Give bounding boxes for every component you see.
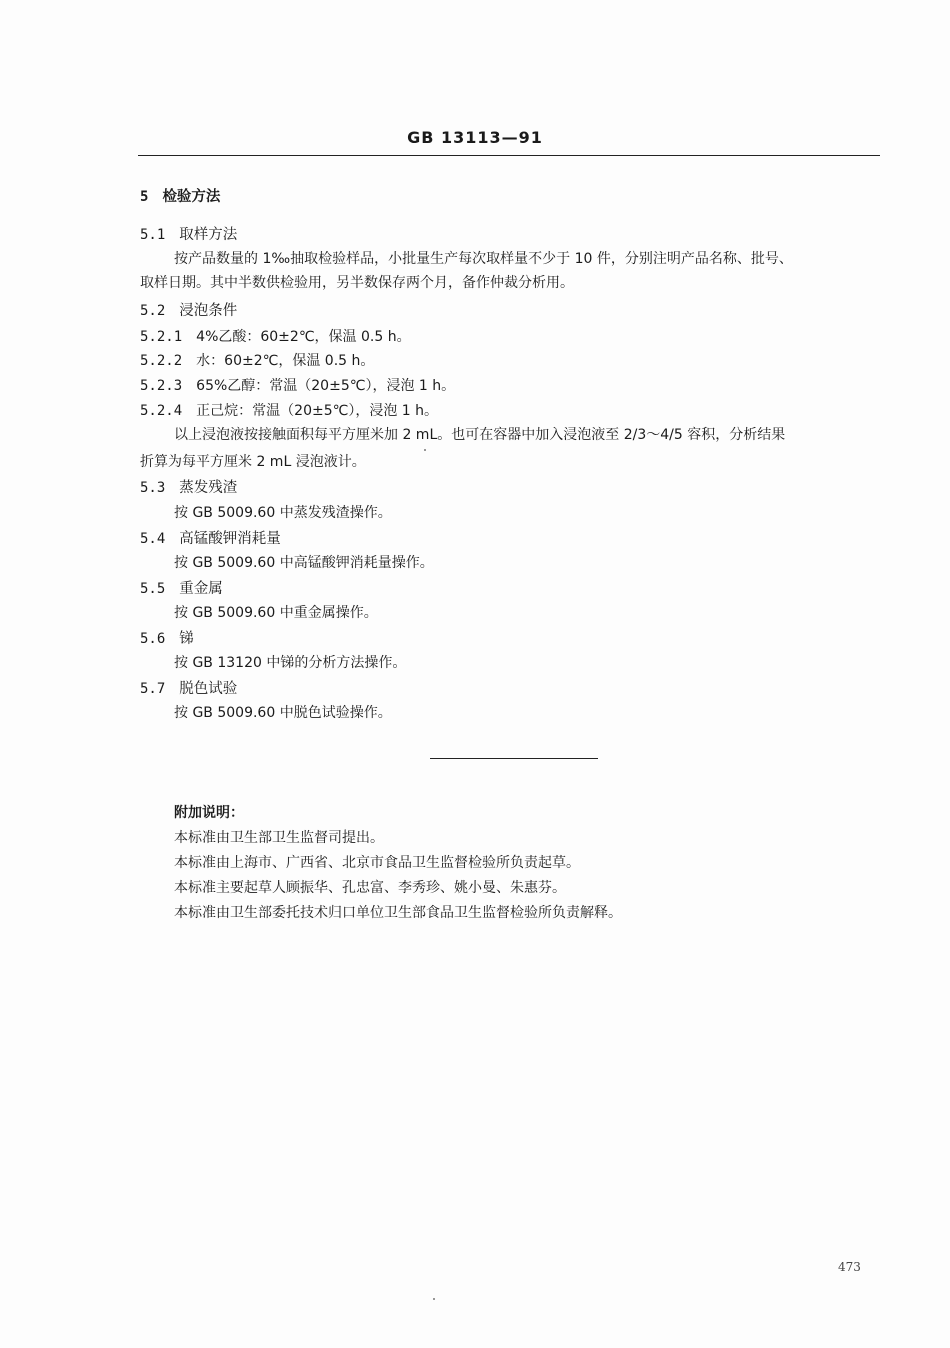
section-5-1-text-line1: 按产品数量的 1‰抽取检验样品，小批量生产每次取样量不少于 10 件，分别注明产品名称、批号、 bbox=[174, 251, 793, 267]
section-title: 脱色试验 bbox=[179, 681, 238, 697]
section-5-heading bbox=[140, 187, 220, 207]
section-title: 高锰酸钾消耗量 bbox=[179, 531, 281, 547]
section-5-6-heading bbox=[140, 629, 194, 649]
section-5-2-2 bbox=[140, 351, 374, 371]
end-of-text-rule bbox=[430, 758, 598, 759]
section-number: 5.5 bbox=[140, 581, 166, 597]
section-number: 5.3 bbox=[140, 480, 166, 496]
standard-code-header: GB 13113—91 bbox=[407, 128, 543, 147]
page-number: 473 bbox=[838, 1260, 861, 1274]
section-number: 5.6 bbox=[140, 631, 166, 647]
section-5-6-text: 按 GB 13120 中锑的分析方法操作。 bbox=[174, 655, 407, 671]
section-number: 5 bbox=[140, 189, 149, 205]
section-5-4-text: 按 GB 5009.60 中高锰酸钾消耗量操作。 bbox=[174, 555, 434, 571]
scan-speck bbox=[433, 1298, 435, 1300]
section-number: 5.7 bbox=[140, 681, 166, 697]
item-text: 4%乙酸：60±2℃，保温 0.5 h。 bbox=[196, 329, 411, 345]
section-5-3-text: 按 GB 5009.60 中蒸发残渣操作。 bbox=[174, 505, 392, 521]
header-divider bbox=[138, 155, 880, 156]
section-5-2-note-line1: 以上浸泡液按接触面积每平方厘米加 2 mL。也可在容器中加入浸泡液至 2/3～4/5 容积，分析结果 bbox=[174, 427, 786, 443]
item-number: 5.2.4 bbox=[140, 403, 183, 419]
section-title: 浸泡条件 bbox=[179, 303, 238, 319]
item-number: 5.2.3 bbox=[140, 378, 183, 394]
notes-line: 本标准由卫生部委托技术归口单位卫生部食品卫生监督检验所负责解释。 bbox=[174, 905, 622, 921]
section-number: 5.1 bbox=[140, 227, 166, 243]
section-number: 5.4 bbox=[140, 531, 166, 547]
notes-line: 本标准由上海市、广西省、北京市食品卫生监督检验所负责起草。 bbox=[174, 855, 580, 871]
item-text: 水：60±2℃，保温 0.5 h。 bbox=[196, 353, 375, 369]
section-5-1-text-line2: 取样日期。其中半数供检验用，另半数保存两个月，备作仲裁分析用。 bbox=[140, 275, 574, 291]
section-title: 锑 bbox=[179, 631, 194, 647]
notes-title: 附加说明： bbox=[174, 805, 244, 821]
scan-speck bbox=[424, 449, 426, 451]
item-number: 5.2.1 bbox=[140, 329, 183, 345]
section-title: 重金属 bbox=[179, 581, 223, 597]
section-title: 检验方法 bbox=[162, 189, 221, 205]
item-text: 65%乙醇：常温（20±5℃），浸泡 1 h。 bbox=[196, 378, 456, 394]
notes-line: 本标准由卫生部卫生监督司提出。 bbox=[174, 830, 384, 846]
section-5-4-heading bbox=[140, 529, 281, 549]
section-5-2-heading bbox=[140, 301, 237, 321]
section-5-1-heading bbox=[140, 225, 237, 245]
section-5-7-heading bbox=[140, 679, 237, 699]
section-5-2-1 bbox=[140, 327, 411, 347]
section-number: 5.2 bbox=[140, 303, 166, 319]
section-5-2-note-line2: 折算为每平方厘米 2 mL 浸泡液计。 bbox=[140, 454, 366, 470]
section-5-3-heading bbox=[140, 478, 237, 498]
section-title: 取样方法 bbox=[179, 227, 238, 243]
section-5-5-heading bbox=[140, 579, 223, 599]
section-5-7-text: 按 GB 5009.60 中脱色试验操作。 bbox=[174, 705, 392, 721]
section-5-5-text: 按 GB 5009.60 中重金属操作。 bbox=[174, 605, 378, 621]
item-number: 5.2.2 bbox=[140, 353, 183, 369]
notes-line: 本标准主要起草人顾振华、孔忠富、李秀珍、姚小曼、朱惠芬。 bbox=[174, 880, 566, 896]
section-title: 蒸发残渣 bbox=[179, 480, 238, 496]
item-text: 正己烷：常温（20±5℃），浸泡 1 h。 bbox=[196, 403, 439, 419]
section-5-2-3 bbox=[140, 376, 455, 396]
section-5-2-4 bbox=[140, 401, 438, 421]
